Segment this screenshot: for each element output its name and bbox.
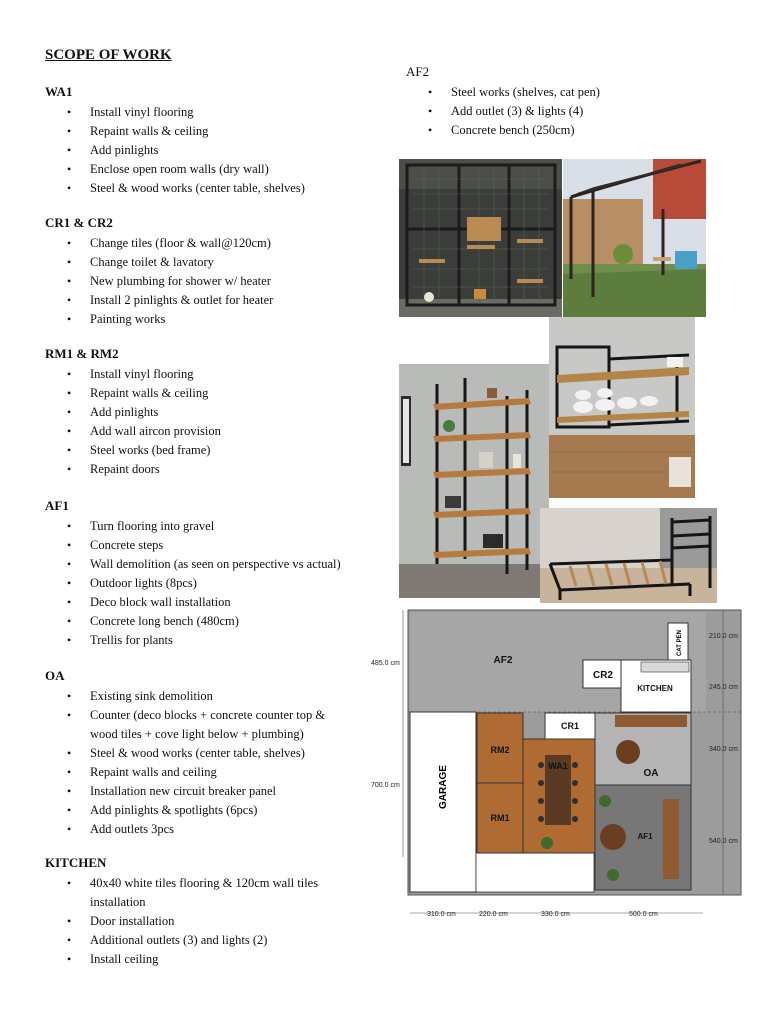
section-heading: RM1 & RM2: [45, 346, 119, 361]
list-item: • Painting works: [45, 310, 273, 329]
list-item: • Repaint walls & ceiling: [45, 122, 305, 141]
steel-wood-shelf-photo: [399, 364, 549, 598]
section-af1: [45, 498, 341, 650]
hanging-shelf-photo: [549, 317, 695, 498]
room-af1-label: AF1: [637, 832, 653, 841]
section-heading: KITCHEN: [45, 855, 107, 870]
list-item-continuation: installation: [90, 895, 146, 909]
room-wa1-label: WA1: [548, 761, 568, 771]
list-item: • Installation new circuit breaker panel: [45, 782, 325, 801]
list-item: • New plumbing for shower w/ heater: [45, 272, 273, 291]
list-item: • Outdoor lights (8pcs): [45, 574, 341, 593]
dim-310: 310.0 cm: [427, 911, 456, 918]
section-rm: [45, 346, 221, 479]
dim-220: 220.0 cm: [479, 911, 508, 918]
dim-245: 245.0 cm: [709, 684, 738, 691]
room-garage-label: GARAGE: [438, 765, 449, 809]
steel-pergola-photo: [563, 159, 706, 317]
room-kitchen-label: KITCHEN: [637, 684, 673, 693]
list-item: • Add pinlights: [45, 403, 221, 422]
room-rm1-label: RM1: [490, 813, 510, 823]
cat-enclosure-photo: [399, 159, 562, 317]
list-item: • Wall demolition (as seen on perspective vs actual): [45, 555, 341, 574]
room-cat-pen-label: CAT PEN: [677, 630, 683, 656]
list-item: • Concrete bench (250cm): [406, 121, 600, 140]
list-item: • Existing sink demolition: [45, 687, 325, 706]
list-item: • Install vinyl flooring: [45, 365, 221, 384]
dim-500: 500.0 cm: [629, 911, 658, 918]
list-item: • Add pinlights & spotlights (6pcs): [45, 801, 325, 820]
room-oa-label: OA: [643, 768, 659, 779]
list-item: • Counter (deco blocks + concrete counter top &: [45, 706, 325, 725]
room-cr2-label: CR2: [592, 670, 614, 681]
section-heading: CR1 & CR2: [45, 215, 113, 230]
section-kitchen: [45, 855, 318, 969]
dim-340: 340.0 cm: [709, 746, 738, 753]
dim-540: 540.0 cm: [709, 838, 738, 845]
list-item: • Install vinyl flooring: [45, 103, 305, 122]
list-item: • Repaint doors: [45, 460, 221, 479]
section-heading: WA1: [45, 84, 73, 99]
list-item: • Steel works (bed frame): [45, 441, 221, 460]
dim-330: 330.0 cm: [541, 911, 570, 918]
dim-485: 485.0 cm: [371, 660, 400, 667]
list-item: • Steel works (shelves, cat pen): [406, 83, 600, 102]
section-heading: OA: [45, 668, 65, 683]
list-item: • Additional outlets (3) and lights (2): [45, 931, 318, 950]
list-item: • Enclose open room walls (dry wall): [45, 160, 305, 179]
dim-700: 700.0 cm: [371, 782, 400, 789]
list-item: • Door installation: [45, 912, 318, 931]
list-item: • Repaint walls & ceiling: [45, 384, 221, 403]
list-item: • Change toilet & lavatory: [45, 253, 273, 272]
list-item: • Add wall aircon provision: [45, 422, 221, 441]
section-af2: [406, 64, 600, 140]
list-item: • Concrete steps: [45, 536, 341, 555]
section-oa: [45, 668, 325, 839]
page-title: SCOPE OF WORK: [45, 47, 172, 63]
room-cr1-label: CR1: [560, 721, 580, 731]
section-wa1: [45, 84, 305, 198]
list-item: • Turn flooring into gravel: [45, 517, 341, 536]
list-item-continuation: wood tiles + cove light below + plumbing): [90, 727, 304, 741]
dim-210: 210.0 cm: [709, 633, 738, 640]
list-item: • Concrete long bench (480cm): [45, 612, 341, 631]
list-item: • Change tiles (floor & wall@120cm): [45, 234, 273, 253]
room-rm2-label: RM2: [490, 745, 510, 755]
list-item: • Steel & wood works (center table, shelves): [45, 179, 305, 198]
list-item: • Install ceiling: [45, 950, 318, 969]
list-item: • Steel & wood works (center table, shelves): [45, 744, 325, 763]
list-item: • Install 2 pinlights & outlet for heater: [45, 291, 273, 310]
list-item: • Deco block wall installation: [45, 593, 341, 612]
list-item: • Repaint walls and ceiling: [45, 763, 325, 782]
list-item: • Add pinlights: [45, 141, 305, 160]
steel-bed-frame-photo: [540, 508, 717, 603]
section-heading: AF1: [45, 498, 69, 513]
list-item: • Add outlets 3pcs: [45, 820, 325, 839]
floor-plan: [363, 605, 753, 925]
list-item: • Trellis for plants: [45, 631, 341, 650]
list-item: • Add outlet (3) & lights (4): [406, 102, 600, 121]
room-af2-label: AF2: [493, 655, 513, 666]
section-cr: [45, 215, 273, 329]
list-item: • 40x40 white tiles flooring & 120cm wall tiles: [45, 874, 318, 893]
section-heading: AF2: [406, 64, 430, 79]
